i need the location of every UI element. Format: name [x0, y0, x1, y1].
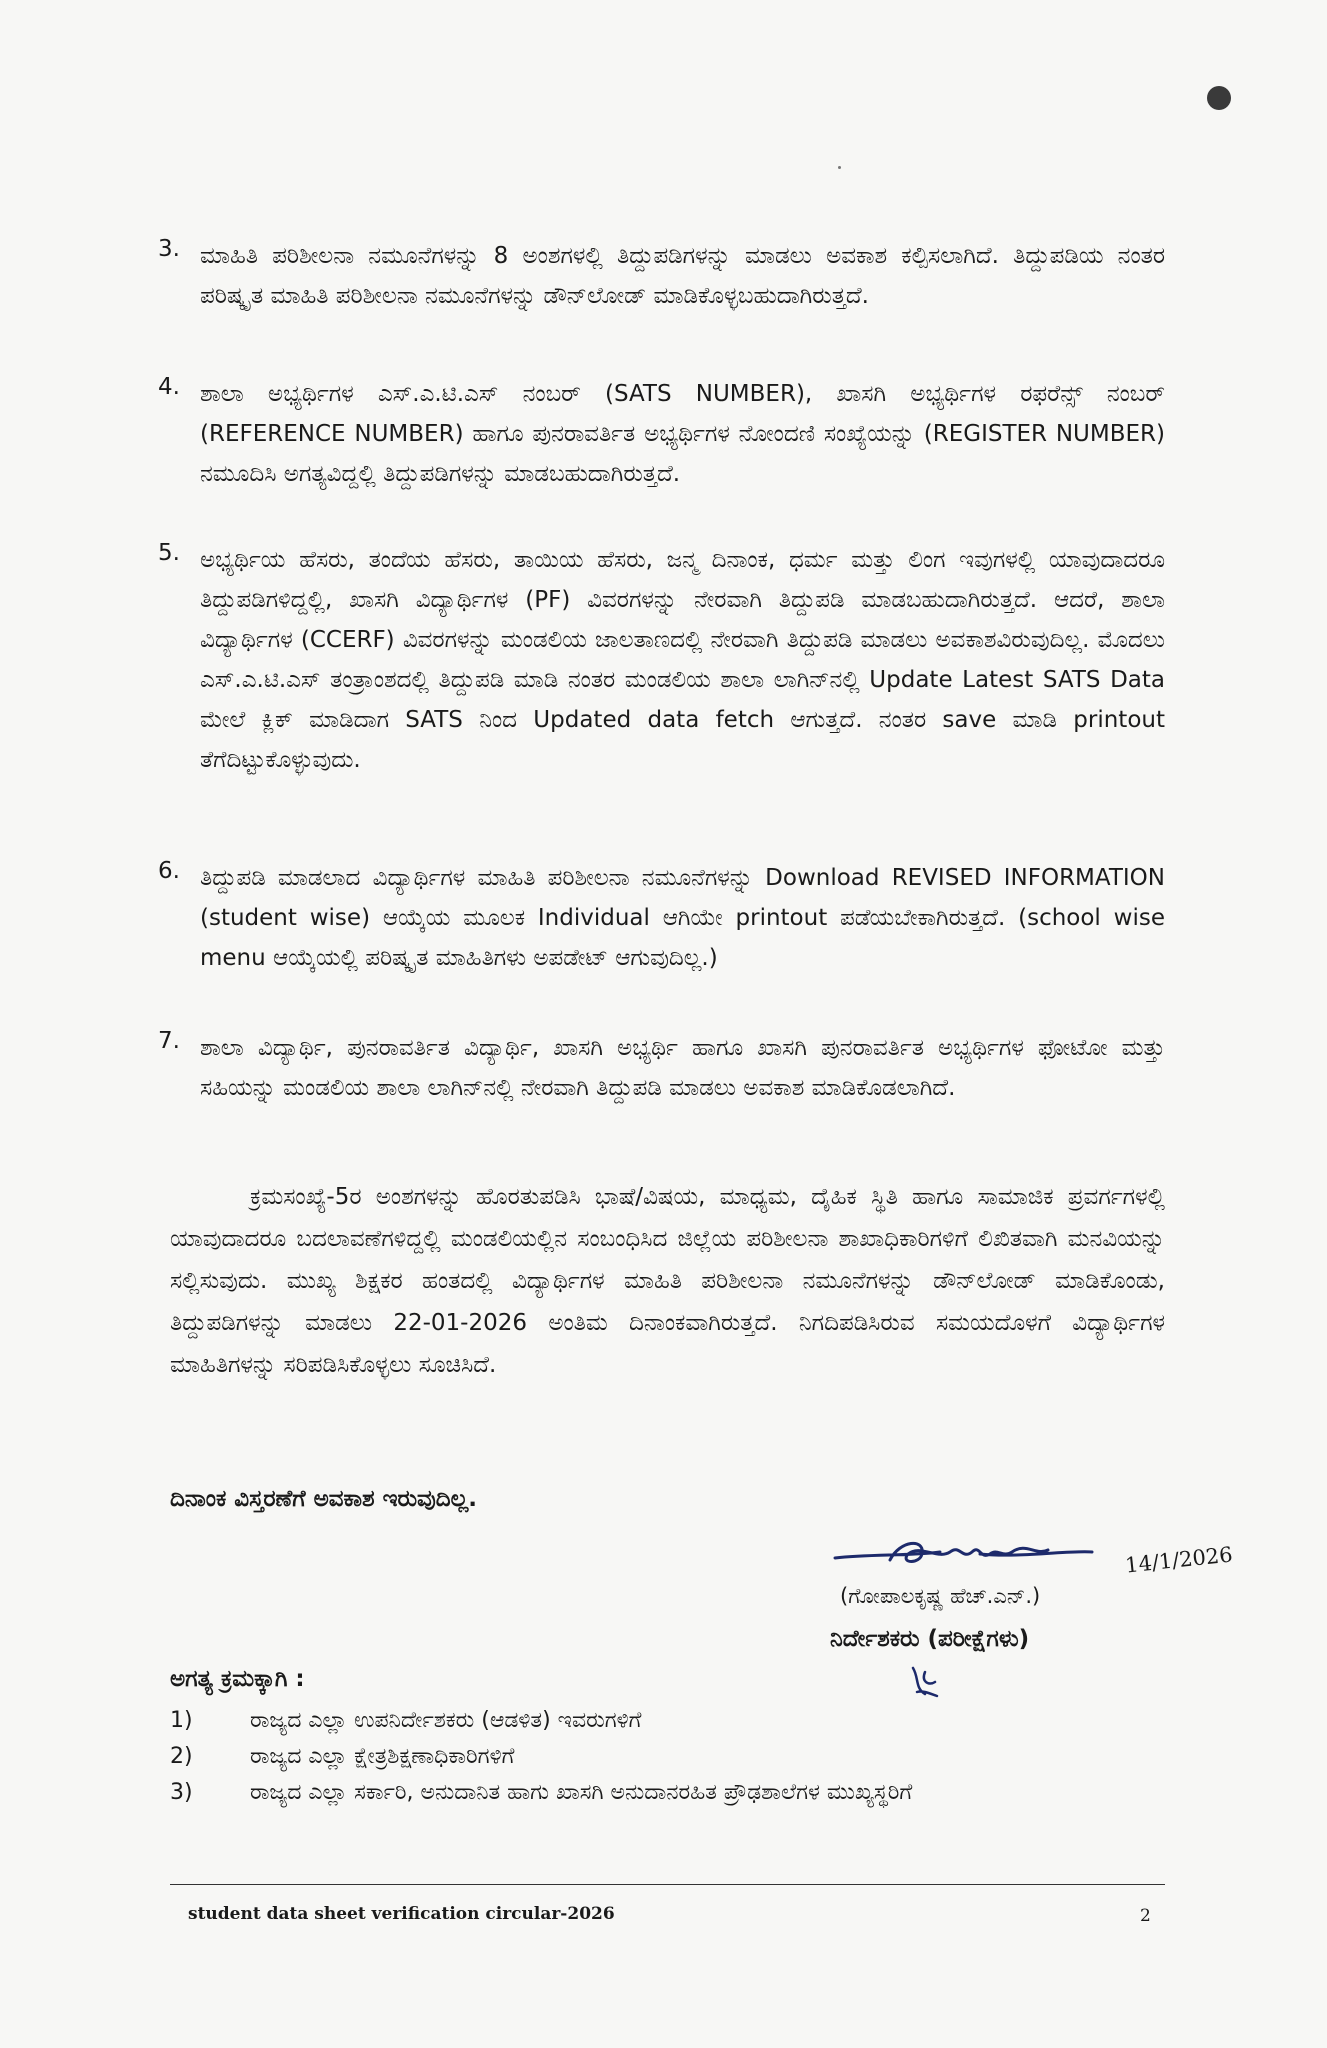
- item-number: 6.: [158, 858, 180, 884]
- item-number: 1): [170, 1708, 193, 1733]
- signatory-title: ನಿರ್ದೇಶಕರು (ಪರೀಕ್ಷೆಗಳು): [830, 1626, 1030, 1652]
- closing-section: [170, 1176, 1165, 1386]
- item-number: 4.: [158, 374, 180, 400]
- item-number: 7.: [158, 1028, 180, 1054]
- list-item: [158, 1028, 1165, 1108]
- list-item: [170, 1704, 1165, 1738]
- list-item: [158, 858, 1165, 978]
- scan-speck: [838, 166, 841, 169]
- item-text: ರಾಜ್ಯದ ಎಲ್ಲಾ ಉಪನಿರ್ದೇಶಕರು (ಆಡಳಿತ) ಇವರುಗಳಿಗೆ: [250, 1708, 642, 1733]
- item-text: ತಿದ್ದುಪಡಿ ಮಾಡಲಾದ ವಿದ್ಯಾರ್ಥಿಗಳ ಮಾಹಿತಿ ಪರಿಶೀಲನಾ ನಮೂನೆಗಳನ್ನು Download REVISED INFORMATION (student wise) ಆಯ್ಕೆಯ ಮೂಲಕ Individual ಆಗಿಯೇ printout ಪಡೆಯಬೇಕಾಗಿರುತ್ತದೆ. (school wise menu ಆಯ್ಕೆಯಲ್ಲಿ ಪರಿಷ್ಕೃತ ಮಾಹಿತಿಗಳು ಅಪಡೇಟ್ ಆಗುವುದಿಲ್ಲ.): [200, 865, 1165, 971]
- item-text: ಮಾಹಿತಿ ಪರಿಶೀಲನಾ ನಮೂನೆಗಳನ್ನು 8 ಅಂಶಗಳಲ್ಲಿ ತಿದ್ದುಪಡಿಗಳನ್ನು ಮಾಡಲು ಅವಕಾಶ ಕಲ್ಪಿಸಲಾಗಿದೆ. ತಿದ್ದುಪಡಿಯ ನಂತರ ಪರಿಷ್ಕೃತ ಮಾಹಿತಿ ಪರಿಶೀಲನಾ ನಮೂನೆಗಳನ್ನು ಡೌನ್‌ಲೋಡ್ ಮಾಡಿಕೊಳ್ಳಬಹುದಾಗಿರುತ್ತದೆ.: [200, 243, 1165, 309]
- copy-to-title: ಅಗತ್ಯ ಕ್ರಮಕ್ಕಾಗಿ :: [170, 1666, 305, 1692]
- initials-mark: [905, 1664, 945, 1700]
- footer-divider: [170, 1884, 1165, 1885]
- closing-bold-line: ದಿನಾಂಕ ವಿಸ್ತರಣೆಗೆ ಅವಕಾಶ ಇರುವುದಿಲ್ಲ.: [170, 1486, 478, 1512]
- list-item: [158, 374, 1165, 494]
- copy-to-list: [170, 1704, 1165, 1812]
- page-number: 2: [1140, 1906, 1151, 1926]
- item-text: ರಾಜ್ಯದ ಎಲ್ಲಾ ಸರ್ಕಾರಿ, ಅನುದಾನಿತ ಹಾಗು ಖಾಸಗಿ ಅನುದಾನರಹಿತ ಪ್ರೌಢಶಾಲೆಗಳ ಮುಖ್ಯಸ್ಥರಿಗೆ: [250, 1780, 913, 1805]
- item-number: 2): [170, 1744, 193, 1769]
- list-item: [158, 540, 1165, 780]
- item-text: ಅಭ್ಯರ್ಥಿಯ ಹೆಸರು, ತಂದೆಯ ಹೆಸರು, ತಾಯಿಯ ಹೆಸರು, ಜನ್ಮ ದಿನಾಂಕ, ಧರ್ಮ ಮತ್ತು ಲಿಂಗ ಇವುಗಳಲ್ಲಿ ಯಾವುದಾದರೂ ತಿದ್ದುಪಡಿಗಳಿದ್ದಲ್ಲಿ, ಖಾಸಗಿ ವಿದ್ಯಾರ್ಥಿಗಳ (PF) ವಿವರಗಳನ್ನು ನೇರವಾಗಿ ತಿದ್ದುಪಡಿ ಮಾಡಬಹುದಾಗಿರುತ್ತದೆ. ಆದರೆ, ಶಾಲಾ ವಿದ್ಯಾರ್ಥಿಗಳ (CCERF) ವಿವರಗಳನ್ನು ಮಂಡಲಿಯ ಜಾಲತಾಣದಲ್ಲಿ ನೇರವಾಗಿ ತಿದ್ದುಪಡಿ ಮಾಡಲು ಅವಕಾಶವಿರುವುದಿಲ್ಲ. ಮೊದಲು ಎಸ್.ಎ.ಟಿ.ಎಸ್ ತಂತ್ರಾಂಶದಲ್ಲಿ ತಿದ್ದುಪಡಿ ಮಾಡಿ ನಂತರ ಮಂಡಲಿಯ ಶಾಲಾ ಲಾಗಿನ್‌ನಲ್ಲಿ Update Latest SATS Data ಮೇಲೆ ಕ್ಲಿಕ್ ಮಾಡಿದಾಗ SATS ನಿಂದ Updated data fetch ಆಗುತ್ತದೆ. ನಂತರ save ಮಾಡಿ printout ತೆಗೆದಿಟ್ಟುಕೊಳ್ಳುವುದು.: [200, 547, 1165, 773]
- closing-paragraph: ಕ್ರಮಸಂಖ್ಯೆ-5ರ ಅಂಶಗಳನ್ನು ಹೊರತುಪಡಿಸಿ ಭಾಷೆ/ವಿಷಯ, ಮಾಧ್ಯಮ, ದೈಹಿಕ ಸ್ಥಿತಿ ಹಾಗೂ ಸಾಮಾಜಿಕ ಪ್ರವರ್ಗಗಳಲ್ಲಿ ಯಾವುದಾದರೂ ಬದಲಾವಣೆಗಳಿದ್ದಲ್ಲಿ ಮಂಡಲಿಯಲ್ಲಿನ ಸಂಬಂಧಿಸಿದ ಜಿಲ್ಲೆಯ ಪರಿಶೀಲನಾ ಶಾಖಾಧಿಕಾರಿಗಳಿಗೆ ಲಿಖಿತವಾಗಿ ಮನವಿಯನ್ನು ಸಲ್ಲಿಸುವುದು. ಮುಖ್ಯ ಶಿಕ್ಷಕರ ಹಂತದಲ್ಲಿ ವಿದ್ಯಾರ್ಥಿಗಳ ಮಾಹಿತಿ ಪರಿಶೀಲನಾ ನಮೂನೆಗಳನ್ನು ಡೌನ್‌ಲೋಡ್ ಮಾಡಿಕೊಂಡು, ತಿದ್ದುಪಡಿಗಳನ್ನು ಮಾಡಲು 22-01-2026 ಅಂತಿಮ ದಿನಾಂಕವಾಗಿರುತ್ತದೆ. ನಿಗದಿಪಡಿಸಿರುವ ಸಮಯದೊಳಗೆ ವಿದ್ಯಾರ್ಥಿಗಳ ಮಾಹಿತಿಗಳನ್ನು ಸರಿಪಡಿಸಿಕೊಳ್ಳಲು ಸೂಚಿಸಿದೆ.: [170, 1184, 1165, 1378]
- list-item: [170, 1740, 1165, 1774]
- list-item: [170, 1776, 1165, 1810]
- footer-text: student data sheet verification circular-2026: [188, 1904, 615, 1924]
- item-text: ಶಾಲಾ ಅಭ್ಯರ್ಥಿಗಳ ಎಸ್.ಎ.ಟಿ.ಎಸ್ ನಂಬರ್ (SATS NUMBER), ಖಾಸಗಿ ಅಭ್ಯರ್ಥಿಗಳ ರಫರೆನ್ಸ್ ನಂಬರ್ (REFERENCE NUMBER) ಹಾಗೂ ಪುನರಾವರ್ತಿತ ಅಭ್ಯರ್ಥಿಗಳ ನೋಂದಣಿ ಸಂಖ್ಯೆಯನ್ನು (REGISTER NUMBER) ನಮೂದಿಸಿ ಅಗತ್ಯವಿದ್ದಲ್ಲಿ ತಿದ್ದುಪಡಿಗಳನ್ನು ಮಾಡಬಹುದಾಗಿರುತ್ತದೆ.: [200, 381, 1165, 487]
- item-number: 3): [170, 1780, 193, 1805]
- list-item: [158, 236, 1165, 316]
- item-number: 5.: [158, 540, 180, 566]
- item-text: ರಾಜ್ಯದ ಎಲ್ಲಾ ಕ್ಷೇತ್ರಶಿಕ್ಷಣಾಧಿಕಾರಿಗಳಿಗೆ: [250, 1744, 515, 1769]
- signatory-name: (ಗೋಪಾಲಕೃಷ್ಣ ಹೆಚ್.ಎನ್.): [840, 1584, 1041, 1608]
- item-number: 3.: [158, 236, 180, 262]
- handwritten-date: 14/1/2026: [1124, 1542, 1234, 1578]
- punch-hole-mark: [1207, 86, 1231, 110]
- item-text: ಶಾಲಾ ವಿದ್ಯಾರ್ಥಿ, ಪುನರಾವರ್ತಿತ ವಿದ್ಯಾರ್ಥಿ, ಖಾಸಗಿ ಅಭ್ಯರ್ಥಿ ಹಾಗೂ ಖಾಸಗಿ ಪುನರಾವರ್ತಿತ ಅಭ್ಯರ್ಥಿಗಳ ಫೋಟೋ ಮತ್ತು ಸಹಿಯನ್ನು ಮಂಡಲಿಯ ಶಾಲಾ ಲಾಗಿನ್‌ನಲ್ಲಿ ನೇರವಾಗಿ ತಿದ್ದುಪಡಿ ಮಾಡಲು ಅವಕಾಶ ಮಾಡಿಕೊಡಲಾಗಿದೆ.: [200, 1035, 1165, 1101]
- signature-image: [830, 1530, 1130, 1590]
